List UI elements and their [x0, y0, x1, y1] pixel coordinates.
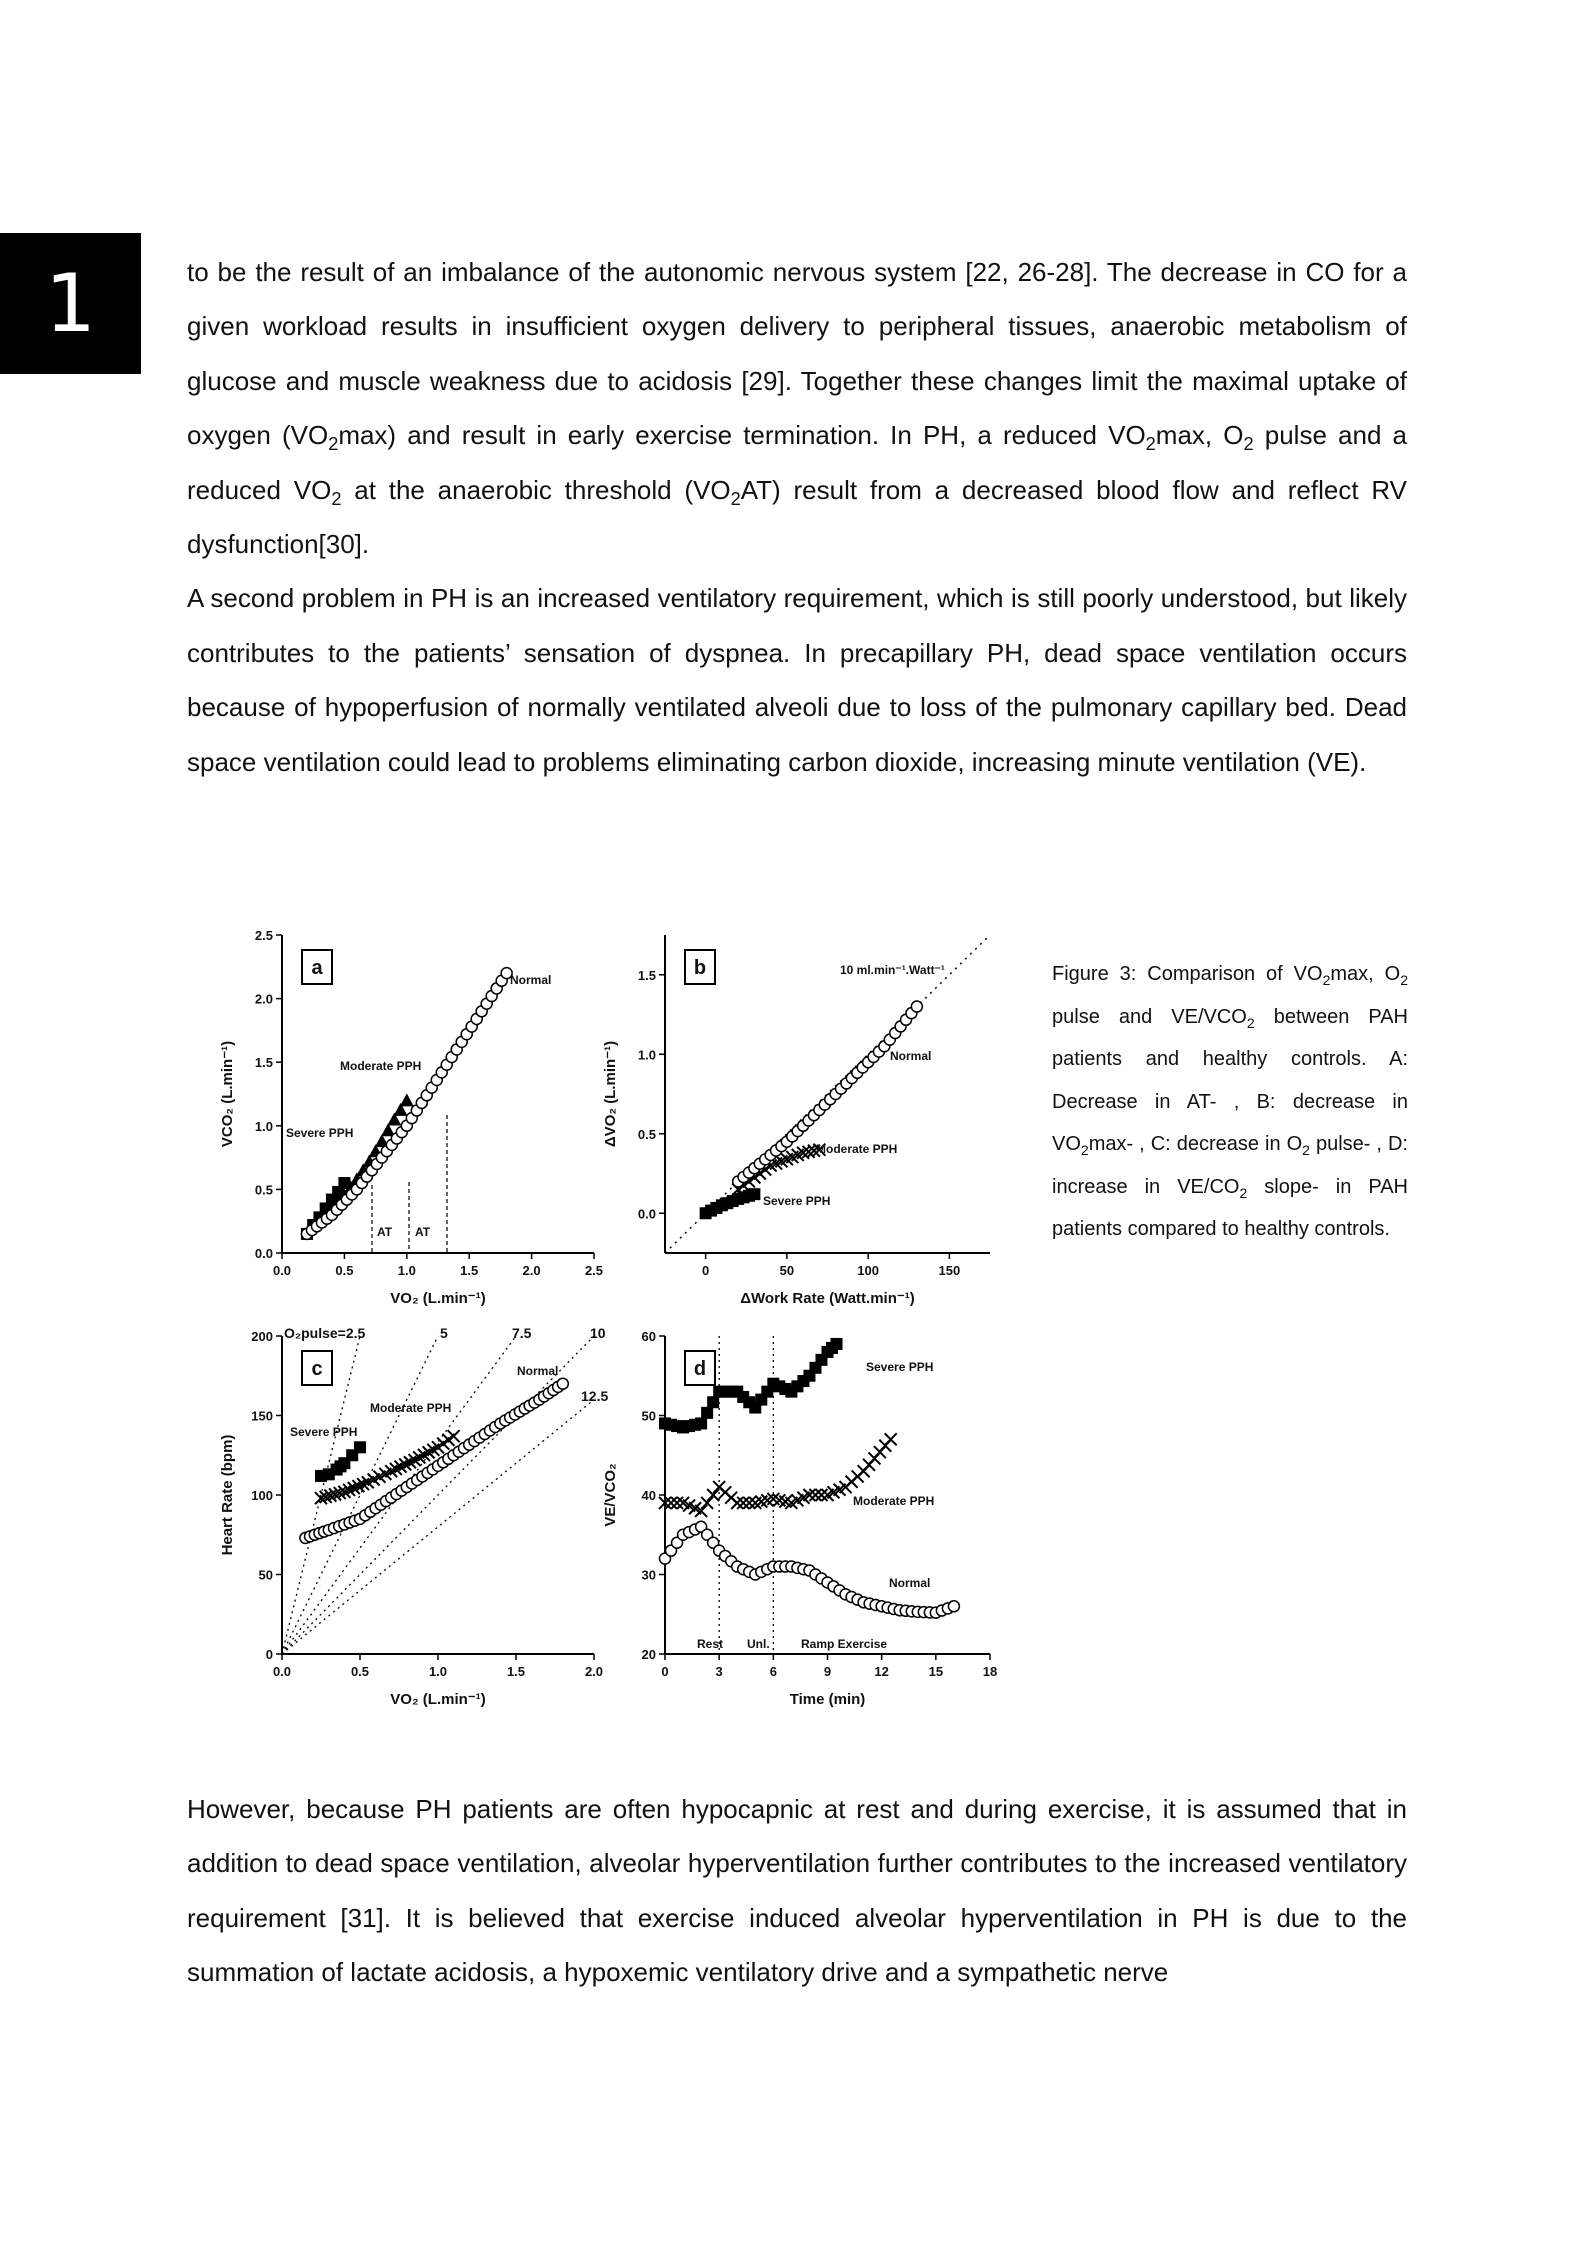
- x-axis-title: Time (min): [789, 1691, 866, 1708]
- intro_paragraph-sub-9: 2: [730, 488, 741, 509]
- label-moderate-pph: Moderate PPH: [853, 1494, 935, 1508]
- figure_caption-run-12: slope- in PAH patients compared to healthy controls.: [1052, 1175, 1408, 1240]
- y-tick-label: 150: [251, 1408, 273, 1424]
- figure_caption-run-0: Figure 3: Comparison of VO: [1052, 963, 1323, 985]
- x-tick-label: 1.0: [397, 1263, 416, 1278]
- x-tick-label: 2.0: [584, 1664, 604, 1679]
- label-moderate-pph: Moderate PPH: [340, 1059, 422, 1073]
- panel-c: [219, 1329, 603, 1708]
- y-axis-title: ΔVO₂ (L.min⁻¹): [602, 1040, 619, 1148]
- paragraph-hyperventilation: However, because PH patients are often hypocapnic at rest and during exercise, it is assumed that in addition to dead space ventilation, alveolar hyperventilation further contributes to the increased ventilatory requirement [31]. It is believed that exercise induced alveolar hyperventilation in PH is due to the summation of lactate acidosis, a hypoxemic ventilatory drive and a sympathetic nerve: [187, 1794, 1407, 1988]
- figure_caption-run-2: max, O: [1330, 963, 1401, 985]
- y-axis-title: Heart Rate (bpm): [219, 1434, 236, 1556]
- y-tick-label: 2.0: [254, 991, 273, 1007]
- y-tick-label: 40: [641, 1488, 656, 1503]
- intro_paragraph-sub-1: 2: [328, 434, 339, 455]
- label-at: AT: [377, 1225, 393, 1239]
- x-tick-label: 150: [938, 1263, 961, 1278]
- figure_caption-run-10: pulse- , D: increase in VE/CO: [1052, 1133, 1408, 1198]
- data-point: [743, 1497, 755, 1509]
- x-tick-label: 9: [823, 1664, 832, 1679]
- figure-3: [200, 920, 1020, 1740]
- data-point: [885, 1433, 897, 1445]
- data-point: [701, 1407, 713, 1419]
- data-point: [731, 1497, 743, 1509]
- body-text-top: [187, 245, 1407, 789]
- y-tick-label: 50: [258, 1567, 273, 1583]
- series-normal: [733, 1001, 923, 1187]
- label-severe-pph: Severe PPH: [866, 1360, 934, 1374]
- data-point: [815, 1489, 827, 1501]
- y-tick-label: 200: [251, 1329, 273, 1344]
- x-tick-label: 0.0: [272, 1664, 292, 1679]
- panel-label: a: [311, 957, 323, 979]
- data-point: [671, 1497, 683, 1509]
- panel-label: d: [693, 1358, 707, 1380]
- intro_paragraph-run-0: to be the result of an imbalance of the autonomic nervous system [22, 26-28]. The decrease in CO for a given workload results in insufficient oxygen delivery to peripheral tissues, anaerobic metabolism of glucose and muscle weakness due to acidosis [29]. Together these changes limit the maximal uptake of oxygen (VO: [187, 257, 1407, 451]
- series-severe-pph: [315, 1441, 366, 1482]
- panel-label: b: [693, 957, 707, 979]
- label-slope: 10 ml.min⁻¹.Watt⁻¹: [840, 963, 945, 977]
- label-o2pulse: O₂pulse=2.5: [284, 1325, 366, 1341]
- intro_paragraph-sub-3: 2: [1145, 434, 1156, 455]
- figure_caption-run-6: between PAH patients and healthy controls. A: Decrease in AT- , B: decrease in VO: [1052, 1005, 1408, 1155]
- y-tick-label: 0: [265, 1647, 273, 1662]
- label-phase-ramp: Ramp Exercise: [801, 1637, 888, 1651]
- x-axis-title: VO₂ (L.min⁻¹): [390, 1691, 486, 1708]
- data-point: [354, 1441, 366, 1453]
- label-moderate-pph: Moderate PPH: [816, 1142, 898, 1156]
- panel-b: [602, 935, 990, 1307]
- x-tick-label: 18: [982, 1664, 998, 1679]
- figure_caption-sub-3: 2: [1400, 972, 1408, 988]
- x-tick-label: 0.5: [350, 1664, 370, 1679]
- intro_paragraph-run-4: max, O: [1155, 420, 1244, 451]
- intro_paragraph-run-6: pulse and a reduced VO: [187, 420, 1407, 505]
- y-tick-label: 100: [251, 1488, 273, 1503]
- data-point: [695, 1417, 707, 1429]
- figure_caption-run-8: max- , C: decrease in O: [1088, 1133, 1303, 1155]
- intro_paragraph-sub-5: 2: [1243, 434, 1254, 455]
- figure_caption-sub-11: 2: [1239, 1184, 1248, 1201]
- label-normal: Normal: [517, 1364, 559, 1378]
- data-point: [948, 1601, 959, 1612]
- y-tick-label: 0.5: [254, 1182, 273, 1198]
- x-tick-label: 3: [715, 1664, 723, 1679]
- y-axis-title: VE/VCO₂: [602, 1463, 619, 1527]
- data-point: [448, 1430, 460, 1442]
- y-tick-label: 20: [641, 1647, 656, 1662]
- y-tick-label: 30: [641, 1567, 656, 1583]
- figure_caption-run-4: pulse and VE/VCO: [1052, 1005, 1247, 1028]
- label-normal: Normal: [510, 973, 552, 987]
- paragraph-intro: [187, 245, 1407, 571]
- intro_paragraph-sub-7: 2: [331, 488, 342, 509]
- data-point: [911, 1001, 922, 1012]
- data-point: [557, 1378, 568, 1389]
- label-normal: Normal: [889, 1576, 931, 1590]
- intro_paragraph-run-2: max) and result in early exercise termination. In PH, a reduced VO: [338, 420, 1146, 451]
- data-point: [748, 1188, 760, 1200]
- x-tick-label: 1.0: [428, 1664, 448, 1679]
- series-normal: [660, 1521, 960, 1618]
- x-tick-label: 0: [702, 1263, 710, 1278]
- y-tick-label: 2.5: [254, 928, 273, 943]
- x-tick-label: 1.5: [506, 1664, 526, 1679]
- x-tick-label: 0.0: [272, 1263, 292, 1278]
- data-point: [831, 1338, 843, 1350]
- figure_caption-sub-9: 2: [1302, 1142, 1310, 1158]
- x-tick-label: 15: [928, 1664, 944, 1679]
- data-point: [665, 1497, 677, 1509]
- panel-d: [602, 1329, 997, 1708]
- x-tick-label: 100: [857, 1263, 879, 1278]
- x-tick-label: 2.0: [522, 1263, 541, 1278]
- x-axis-title: ΔWork Rate (Watt.min⁻¹): [740, 1290, 915, 1307]
- y-tick-label: 60: [641, 1329, 656, 1344]
- label-at: AT: [415, 1225, 431, 1239]
- body-text-bottom: [187, 1782, 1407, 2000]
- x-tick-label: 2.5: [584, 1263, 604, 1278]
- data-point: [707, 1396, 719, 1408]
- x-axis-title: VO₂ (L.min⁻¹): [390, 1290, 486, 1307]
- intro_paragraph-run-8: at the anaerobic threshold (VO: [341, 474, 731, 505]
- paragraph-dead-space: A second problem in PH is an increased ventilatory requirement, which is still poorly understood, but likely contributes to the patients’ sensation of dyspnea. In precapillary PH, dead space ventilation occurs because of hypoperfusion of normally ventilated alveoli due to loss of the pulmonary capillary bed. Dead space ventilation could lead to problems eliminating carbon dioxide, increasing minute ventilation (VE).: [187, 583, 1407, 777]
- data-point: [400, 1093, 414, 1106]
- chapter-number-tab: 1: [0, 233, 141, 374]
- figure_caption-sub-7: 2: [1080, 1142, 1089, 1158]
- label-o2pulse-5: 5: [440, 1325, 448, 1341]
- label-phase-unloaded: Unl.: [747, 1637, 770, 1651]
- y-tick-label: 0.0: [637, 1206, 656, 1222]
- label-o2pulse-7-5: 7.5: [512, 1325, 532, 1341]
- y-axis-title: VCO₂ (L.min⁻¹): [219, 1040, 236, 1148]
- x-tick-label: 0.5: [335, 1263, 354, 1278]
- y-tick-label: 1.5: [254, 1055, 273, 1071]
- x-tick-label: 12: [874, 1664, 889, 1679]
- label-severe-pph: Severe PPH: [763, 1194, 831, 1208]
- data-point: [707, 1489, 719, 1501]
- label-moderate-pph: Moderate PPH: [370, 1401, 452, 1415]
- figure-caption: [1052, 953, 1408, 1251]
- series-severe-pph: [700, 1188, 761, 1219]
- y-tick-label: 1.0: [637, 1047, 656, 1063]
- label-phase-rest: Rest: [697, 1637, 724, 1651]
- figure_caption-sub-5: 2: [1246, 1014, 1255, 1031]
- label-severe-pph: Severe PPH: [286, 1126, 354, 1140]
- label-o2pulse-10: 10: [590, 1325, 606, 1341]
- data-point: [701, 1497, 713, 1509]
- x-tick-label: 0: [661, 1664, 669, 1679]
- figure_caption-sub-1: 2: [1322, 972, 1331, 988]
- x-tick-label: 6: [769, 1664, 777, 1679]
- y-tick-label: 0.5: [637, 1126, 656, 1142]
- label-normal: Normal: [890, 1049, 932, 1063]
- panel-label: c: [311, 1358, 323, 1380]
- label-severe-pph: Severe PPH: [290, 1425, 358, 1439]
- y-tick-label: 1.0: [254, 1118, 273, 1134]
- y-tick-label: 0.0: [254, 1246, 273, 1261]
- y-tick-label: 1.5: [637, 967, 656, 983]
- x-tick-label: 1.5: [460, 1263, 479, 1278]
- data-point: [809, 1489, 821, 1501]
- intro_paragraph-run-10: AT) result from a decreased blood flow and reflect RV dysfunction[30].: [187, 474, 1408, 560]
- x-tick-label: 50: [779, 1263, 795, 1278]
- data-point: [737, 1497, 749, 1509]
- y-tick-label: 50: [641, 1408, 656, 1424]
- label-o2pulse-12-5: 12.5: [581, 1388, 609, 1404]
